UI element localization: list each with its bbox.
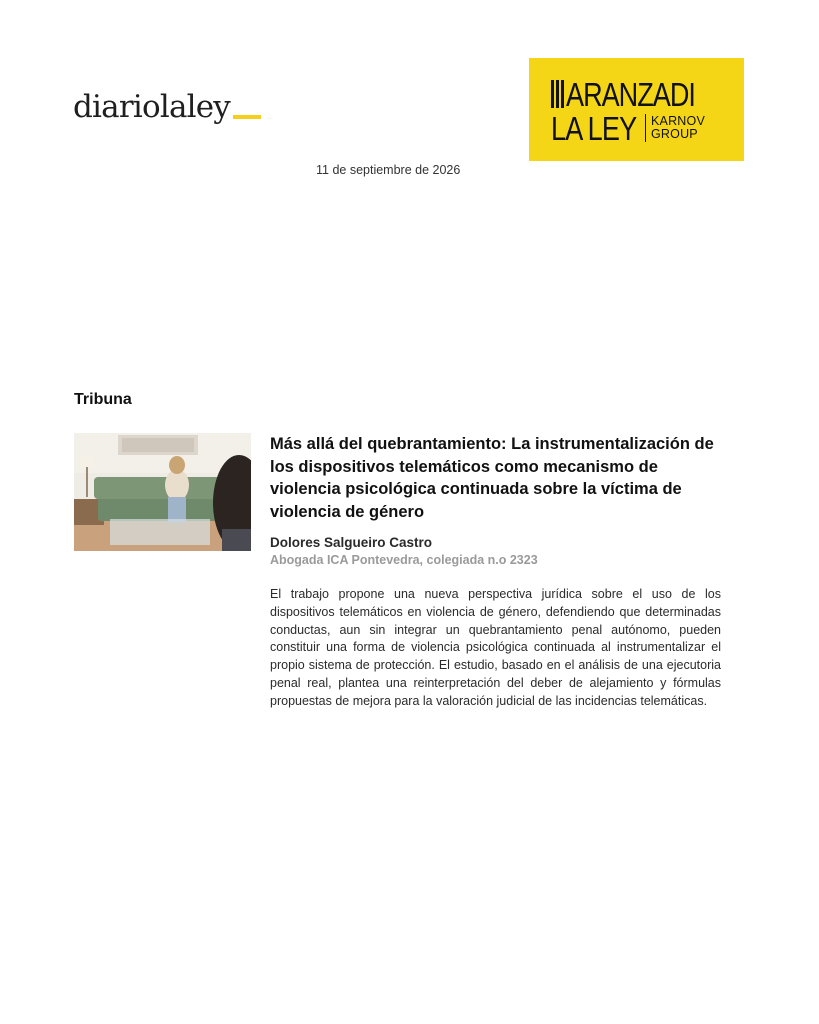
section-heading: Tribuna [74, 391, 132, 408]
brand-underline [233, 115, 261, 119]
logo-group-line-1: KARNOV [651, 114, 705, 128]
article-entry [270, 433, 721, 723]
logo-word-aranzadi: ARANZADI [566, 75, 695, 113]
logo-line-2 [551, 109, 744, 147]
brand-name: diariolaley [73, 89, 231, 125]
logo-word-laley: LA LEY [551, 109, 637, 147]
issue-date: 11 de septiembre de 2026 [316, 163, 461, 177]
logo-separator [645, 114, 646, 142]
logo-karnov-group [651, 115, 705, 141]
logo-bars-icon [551, 80, 564, 108]
article-author[interactable]: Dolores Salgueiro Castro [270, 535, 433, 550]
article-title[interactable]: Más allá del quebrantamiento: La instrumentalización de los dispositivos telemáticos como mecanismo de violencia psicológica continuada sobre la víctima de violencia de género [270, 435, 714, 521]
article-image[interactable] [74, 433, 251, 551]
article-abstract: El trabajo propone una nueva perspectiva jurídica sobre el uso de los dispositivos telemáticos en violencia de género, defendiendo que determinadas conductas, aun sin integrar un quebrantamiento penal autónomo, pueden constituir una forma de violencia psicológica continuada al instrumentalizar el propio sistema de protección. El estudio, basado en el análisis de una ejecutoria penal real, plantea una reinterpretación del deber de alejamiento y fórmulas propuestas de mejora para la valoración judicial de las incidencias telemáticas. [270, 587, 721, 708]
aranzadi-laley-logo[interactable] [529, 58, 744, 161]
diariolaley-logo[interactable] [73, 89, 261, 125]
article-photo [74, 433, 251, 551]
logo-group-line-2: GROUP [651, 127, 698, 141]
logo-line-1 [551, 75, 744, 113]
author-affiliation: Abogada ICA Pontevedra, colegiada n.o 2323 [270, 553, 538, 567]
